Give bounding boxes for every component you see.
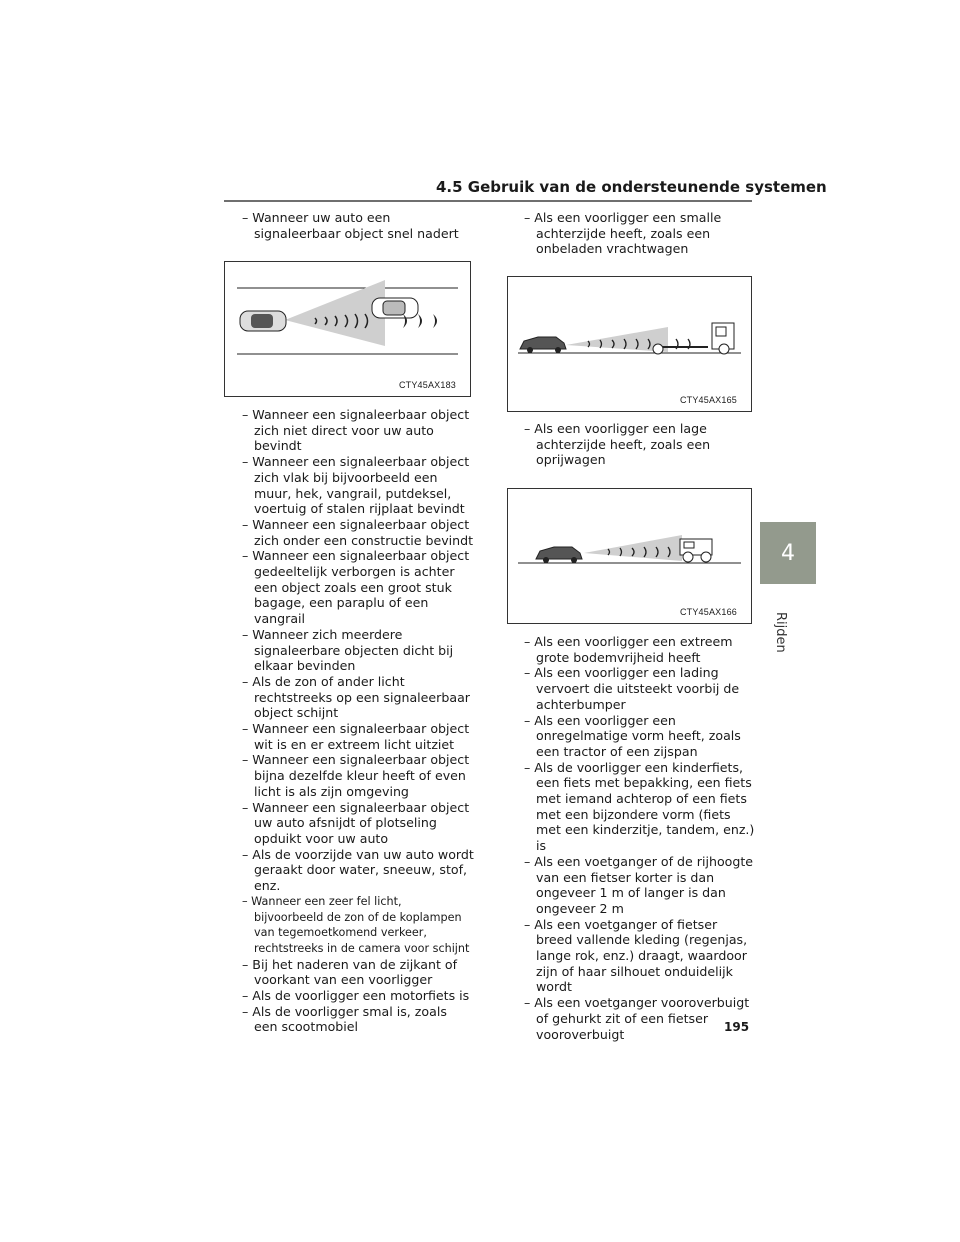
list-item: – Wanneer een zeer fel licht, bijvoorbeeld de zon of de koplampen van tegemoetkomend verkeer, rechtstreeks in de camera voor schijnt bbox=[242, 894, 470, 955]
own-car-icon bbox=[240, 311, 286, 331]
list-item: – Wanneer een signaleerbaar object bijna dezelfde kleur heeft of even licht is als zijn omgeving bbox=[242, 752, 470, 799]
chapter-tab bbox=[760, 522, 816, 584]
list-item: – Als de voorligger een kinderfiets, een fiets met bepakking, een fiets met iemand achterop of een fiets met een bijzondere vorm (fiets met een kinderzitje, tandem, enz.) is bbox=[524, 759, 755, 854]
list-item: – Wanneer een signaleerbaar object wit is en er extreem licht uitziet bbox=[242, 721, 470, 752]
chapter-number: 4 bbox=[781, 540, 795, 566]
list-item: – Als de voorzijde van uw auto wordt geraakt door water, sneeuw, stof, enz. bbox=[242, 846, 474, 894]
chapter-label: Rijden bbox=[773, 612, 788, 653]
right-column-list bbox=[524, 634, 756, 1042]
list-item: – Wanneer een signaleerbaar object zich onder een constructie bevindt bbox=[242, 516, 474, 548]
list-item: – Als een voorligger een smalle achterzijde heeft, zoals een onbeladen vrachtwagen bbox=[524, 210, 722, 257]
list-item: – Als een voorligger een lage achterzijde heeft, zoals een oprijwagen bbox=[524, 421, 711, 468]
list-item: – Als de voorligger een motorfiets is bbox=[242, 988, 470, 1004]
left-column-list bbox=[242, 407, 474, 1035]
transporter-illustration bbox=[508, 489, 751, 623]
list-item: – Als een voetganger vooroverbuigt of gehurkt zit of een fietser vooroverbuigt bbox=[524, 995, 750, 1042]
left-column bbox=[242, 210, 474, 241]
list-item: – Als een voetganger of fietser breed vallende kleding (regenjas, lange rok, enz.) draagt, waardoor zijn of haar silhouet onduidelijk wordt bbox=[524, 916, 748, 995]
header-divider bbox=[224, 200, 752, 202]
list-item: – Wanneer zich meerdere signaleerbare objecten dicht bij elkaar bevinden bbox=[242, 626, 454, 674]
fast-approach-illustration bbox=[225, 262, 470, 396]
list-item: – Wanneer een signaleerbaar object zich vlak bij bijvoorbeeld een muur, hek, vangrail, putdeksel, voertuig of stalen rijplaat bevindt bbox=[242, 454, 470, 517]
list-item: – Wanneer een signaleerbaar object uw auto afsnijdt of plotseling opduikt voor uw auto bbox=[242, 799, 470, 846]
figure-code: CTY45AX166 bbox=[679, 607, 737, 617]
figure-code: CTY45AX183 bbox=[398, 380, 456, 390]
list-item: – Als een voorligger een lading vervoert die uitsteekt voorbij de achterbumper bbox=[524, 665, 740, 712]
list-item: – Wanneer uw auto een signaleerbaar object snel nadert bbox=[242, 210, 459, 241]
transporter-icon bbox=[680, 539, 712, 562]
truck-illustration bbox=[508, 277, 751, 411]
list-item: – Als een voorligger een onregelmatige vorm heeft, zoals een tractor of een zijspan bbox=[524, 712, 741, 759]
list-item: – Bij het naderen van de zijkant of voorkant van een voorligger bbox=[242, 956, 458, 988]
list-item: – Wanneer een signaleerbaar object gedeeltelijk verborgen is achter een object zoals een groot stuk bagage, een paraplu of een vangrail bbox=[242, 548, 470, 627]
page-number: 195 bbox=[724, 1020, 750, 1034]
figure-truck bbox=[507, 276, 752, 412]
list-item: – Als de zon of ander licht rechtstreeks op een signaleerbaar object schijnt bbox=[242, 673, 470, 721]
figure-code: CTY45AX165 bbox=[679, 395, 737, 405]
list-item: – Als een voetganger of de rijhoogte van een fietser korter is dan ongeveer 1 m of langer is dan ongeveer 2 m bbox=[524, 853, 754, 916]
right-column bbox=[524, 210, 756, 257]
section-title: 4.5 Gebruik van de ondersteunende systemen bbox=[436, 178, 827, 196]
list-item: – Als de voorligger smal is, zoals een scootmobiel bbox=[242, 1003, 447, 1035]
figure-fast-approach bbox=[224, 261, 471, 397]
own-car-icon bbox=[520, 337, 566, 353]
figure-transporter bbox=[507, 488, 752, 624]
list-item: – Wanneer een signaleerbaar object zich niet direct voor uw auto bevindt bbox=[242, 407, 470, 454]
target-car-icon bbox=[372, 298, 418, 318]
list-item: – Als een voorligger een extreem grote bodemvrijheid heeft bbox=[524, 634, 733, 665]
own-car-icon bbox=[536, 547, 582, 563]
right-column-mid bbox=[524, 421, 756, 468]
